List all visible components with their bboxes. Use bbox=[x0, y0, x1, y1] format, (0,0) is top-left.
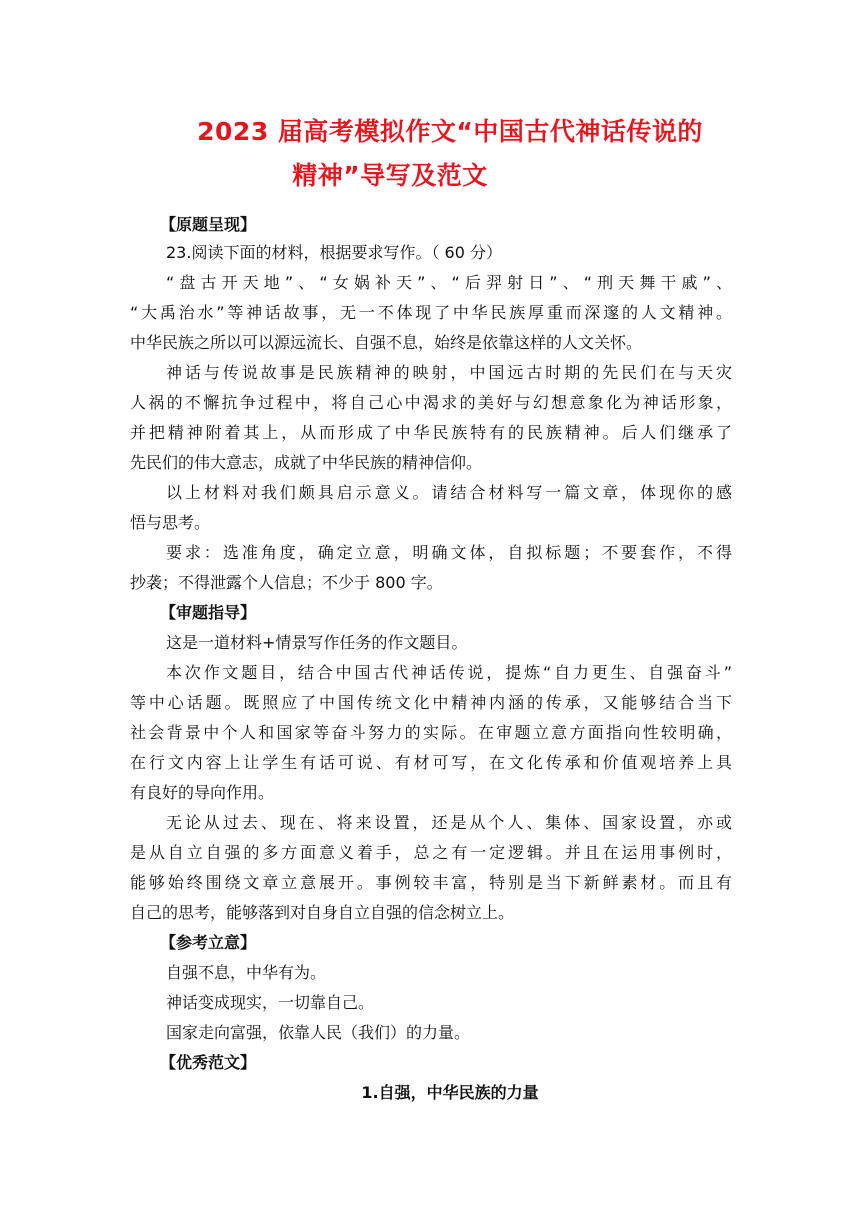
document-title-line2: 精神”导写及范文 bbox=[292, 161, 488, 190]
material-p1-line1: “盘古开天地”、“女娲补天”、“后羿射日”、“刑天舞干戚”、 bbox=[166, 273, 732, 292]
material-p3-line1: 以上材料对我们颇具启示意义。请结合材料写一篇文章，体现你的感 bbox=[166, 483, 732, 502]
question-intro: 23.阅读下面的材料，根据要求写作。（ 60 分） bbox=[166, 243, 502, 262]
material-p3-line2: 悟与思考。 bbox=[130, 513, 211, 532]
guide-p3-line1: 无论从过去、现在、将来设置，还是从个人、集体、国家设置，亦或 bbox=[166, 813, 732, 832]
material-p1-line3: 中华民族之所以可以源远流长、自强不息，始终是依靠这样的人文关怀。 bbox=[130, 333, 643, 352]
material-p2-line4: 先民们的伟大意志，成就了中华民族的精神信仰。 bbox=[130, 453, 483, 472]
requirements-line1: 要求：选准角度，确定立意，明确文体，自拟标题；不要套作，不得 bbox=[166, 543, 732, 562]
material-p2-line1: 神话与传说故事是民族精神的映射，中国远古时期的先民们在与天灾 bbox=[166, 363, 732, 382]
guide-p3-line3: 能够始终围绕文章立意展开。事例较丰富，特别是当下新鲜素材。而且有 bbox=[130, 873, 732, 892]
section-heading-original: 【原题呈现】 bbox=[160, 215, 257, 234]
document-title-line1: 2023 届高考模拟作文“中国古代神话传说的 bbox=[197, 117, 703, 146]
material-p1-line2: “大禹治水”等神话故事，无一不体现了中华民族厚重而深邃的人文精神。 bbox=[130, 303, 732, 322]
material-p2-line3: 并把精神附着其上，从而形成了中华民族特有的民族精神。后人们继承了 bbox=[130, 423, 732, 442]
reference-idea-3: 国家走向富强，依靠人民（我们）的力量。 bbox=[166, 1023, 471, 1042]
guide-p3-line2: 是从自立自强的多方面意义着手，总之有一定逻辑。并且在运用事例时， bbox=[130, 843, 732, 862]
section-heading-reference: 【参考立意】 bbox=[160, 933, 257, 952]
reference-idea-2: 神话变成现实，一切靠自己。 bbox=[166, 993, 375, 1012]
guide-p2-line5: 有良好的导向作用。 bbox=[130, 783, 275, 802]
guide-p1: 这是一道材料+情景写作任务的作文题目。 bbox=[166, 633, 468, 652]
requirements-line2: 抄袭；不得泄露个人信息；不少于 800 字。 bbox=[130, 573, 443, 592]
guide-p2-line1: 本次作文题目，结合中国古代神话传说，提炼“自力更生、自强奋斗” bbox=[166, 663, 732, 682]
reference-idea-1: 自强不息，中华有为。 bbox=[166, 963, 327, 982]
section-heading-guide: 【审题指导】 bbox=[160, 603, 257, 622]
guide-p3-line4: 自己的思考，能够落到对自身自立自强的信念树立上。 bbox=[130, 903, 515, 922]
guide-p2-line3: 社会背景中个人和国家等奋斗努力的实际。在审题立意方面指向性较明确， bbox=[130, 723, 732, 742]
guide-p2-line2: 等中心话题。既照应了中国传统文化中精神内涵的传承，又能够结合当下 bbox=[130, 693, 732, 712]
guide-p2-line4: 在行文内容上让学生有话可说、有材可写，在文化传承和价值观培养上具 bbox=[130, 753, 732, 772]
material-p2-line2: 人祸的不懈抗争过程中，将自己心中渴求的美好与幻想意象化为神话形象， bbox=[130, 393, 732, 412]
section-heading-essay: 【优秀范文】 bbox=[160, 1053, 257, 1072]
essay-1-title: 1.自强，中华民族的力量 bbox=[361, 1083, 539, 1102]
